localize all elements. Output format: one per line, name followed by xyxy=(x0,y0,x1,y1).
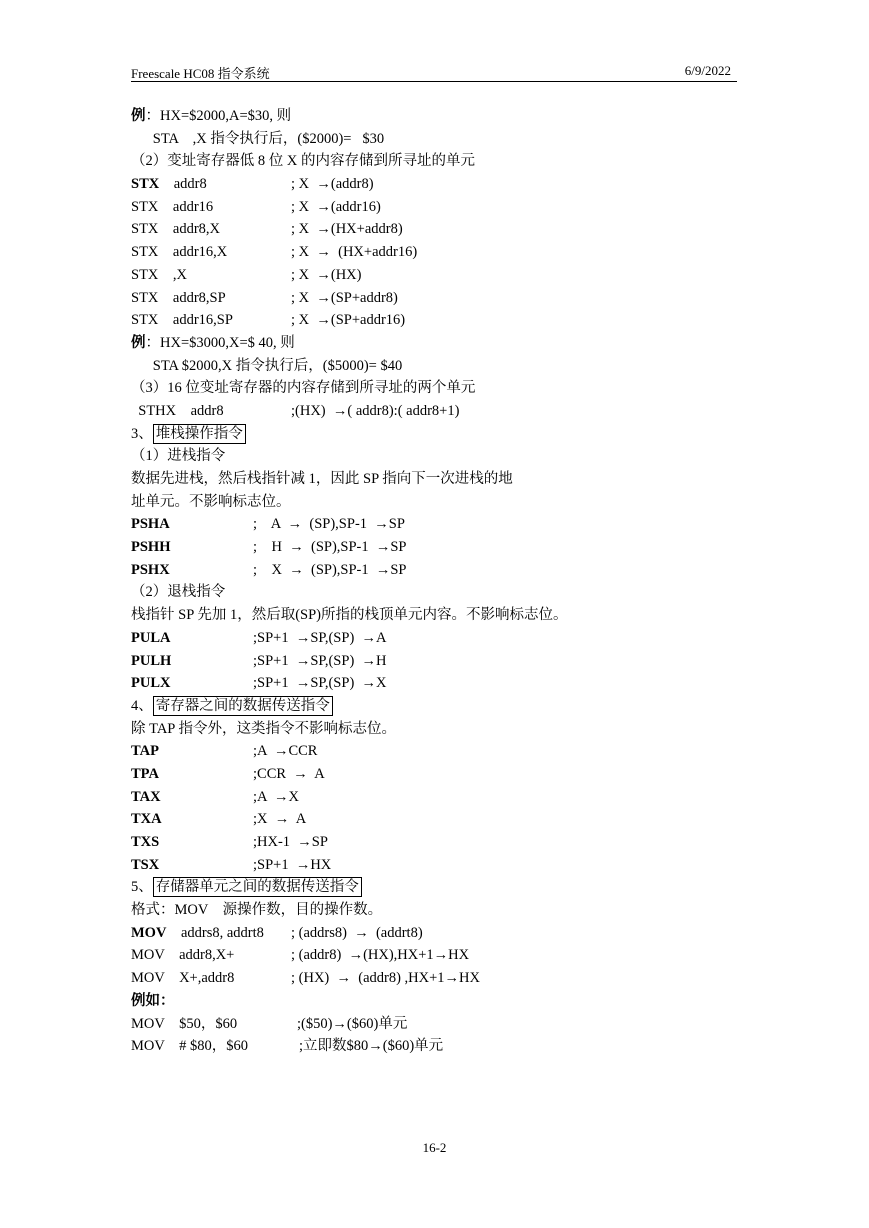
line-text: STX ,X xyxy=(131,266,187,283)
comment-text: ; (addr8) →(HX),HX+1→HX xyxy=(291,947,470,964)
bold-text: PSHH xyxy=(131,539,171,556)
comment-text: ;SP+1 →SP,(SP) →A xyxy=(253,629,387,646)
line-text: （2）变址寄存器低 8 位 X 的内容存储到所寻址的单元 xyxy=(131,153,475,170)
text-line xyxy=(131,650,751,673)
page-number: 16-2 xyxy=(422,1140,447,1155)
comment-text: ;HX-1 →SP xyxy=(253,834,328,850)
comment-text: ;立即数$80→($60)单元 xyxy=(299,1038,444,1055)
text-line xyxy=(131,808,751,831)
text-line xyxy=(131,944,751,967)
text-line xyxy=(131,740,751,763)
line-text: 址单元。不影响标志位。 xyxy=(131,493,291,510)
comment-text: ;($50)→($60)单元 xyxy=(297,1015,408,1032)
line-text: （1）进栈指令 xyxy=(131,448,226,465)
text-line xyxy=(131,468,751,491)
text-line xyxy=(131,672,751,695)
line-text: STX addr16,SP xyxy=(131,312,233,329)
comment-text: ; X → (SP),SP-1 →SP xyxy=(253,561,407,578)
text-line xyxy=(131,967,751,990)
text-line xyxy=(131,718,751,741)
text-line xyxy=(131,287,751,310)
line-text: MOV $50，$60 xyxy=(131,1015,238,1032)
comment-text: ; X →(addr16) xyxy=(291,198,381,215)
header-title: Freescale HC08 指令系统 xyxy=(131,66,270,81)
bold-text: TSX xyxy=(131,856,160,873)
bold-text: STX xyxy=(131,176,160,193)
line-text: 3、 xyxy=(131,425,153,442)
bold-text: PSHA xyxy=(131,516,170,533)
text-line xyxy=(131,150,751,173)
line-text: MOV X+,addr8 xyxy=(131,970,235,987)
line-text: 5、 xyxy=(131,879,153,896)
line-text: STX addr16 xyxy=(131,198,214,215)
bold-text: TXS xyxy=(131,834,160,850)
comment-text: ;SP+1 →SP,(SP) →X xyxy=(253,675,387,692)
line-text: （3）16 位变址寄存器的内容存储到所寻址的两个单元 xyxy=(131,380,476,397)
comment-text: ; H → (SP),SP-1 →SP xyxy=(253,539,407,556)
bold-text: PULA xyxy=(131,629,171,646)
comment-text: ; A → (SP),SP-1 →SP xyxy=(253,516,405,533)
text-line xyxy=(131,922,751,945)
text-line xyxy=(131,559,751,582)
line-text: 数据先进栈，然后栈指针减 1，因此 SP 指向下一次进栈的地 xyxy=(131,471,513,487)
text-line xyxy=(131,876,751,899)
line-text: ：HX=$2000,A=$30, 则 xyxy=(145,108,292,124)
line-text: 除 TAP 指令外，这类指令不影响标志位。 xyxy=(131,720,396,737)
comment-text: ; X →(SP+addr8) xyxy=(291,289,398,306)
comment-text: ; (HX) → (addr8) ,HX+1→HX xyxy=(291,970,480,987)
comment-text: ; X →(HX+addr8) xyxy=(291,221,403,238)
bold-text: PULX xyxy=(131,675,171,692)
line-text: MOV addr8,X+ xyxy=(131,947,235,964)
line-text: STHX addr8 xyxy=(131,402,224,419)
text-line xyxy=(131,128,751,151)
line-text: STA ,X 指令执行后，($2000)= $30 xyxy=(131,130,385,147)
section-heading-box: 寄存器之间的数据传送指令 xyxy=(153,696,333,716)
line-text: 格式：MOV 源操作数，目的操作数。 xyxy=(131,902,383,919)
page-header xyxy=(131,62,737,82)
section-heading-box: 堆栈操作指令 xyxy=(153,424,246,444)
text-line xyxy=(131,581,751,604)
text-line xyxy=(131,831,751,854)
line-text: addr8 xyxy=(159,176,207,193)
text-line xyxy=(131,1013,751,1036)
text-line xyxy=(131,491,751,514)
line-text: 4、 xyxy=(131,697,153,714)
text-line xyxy=(131,695,751,718)
bold-text: PULH xyxy=(131,652,172,669)
bold-text: 例如： xyxy=(131,992,175,1009)
text-line xyxy=(131,786,751,809)
line-text: ：HX=$3000,X=$ 40, 则 xyxy=(145,334,295,351)
comment-text: ; X →(addr8) xyxy=(291,176,374,193)
text-line xyxy=(131,604,751,627)
text-line xyxy=(131,627,751,650)
text-line xyxy=(131,241,751,264)
text-line xyxy=(131,264,751,287)
line-text: STX addr8,X xyxy=(131,221,221,238)
document-body xyxy=(131,105,751,1058)
text-line xyxy=(131,173,751,196)
comment-text: ; X → (HX+addr16) xyxy=(291,244,418,261)
text-line xyxy=(131,513,751,536)
text-line xyxy=(131,990,751,1013)
comment-text: ;A →CCR xyxy=(253,743,318,760)
line-text: STA $2000,X 指令执行后，($5000)= $40 xyxy=(131,357,403,374)
bold-text: TAP xyxy=(131,743,159,760)
text-line xyxy=(131,1035,751,1058)
text-line xyxy=(131,763,751,786)
comment-text: ;A →X xyxy=(253,788,299,805)
comment-text: ;SP+1 →SP,(SP) →H xyxy=(253,652,387,669)
text-line xyxy=(131,196,751,219)
text-line xyxy=(131,536,751,559)
line-text: MOV # $80，$60 xyxy=(131,1038,248,1055)
text-line xyxy=(131,332,751,355)
bold-text: TPA xyxy=(131,765,159,782)
bold-text: MOV xyxy=(131,924,167,941)
text-line xyxy=(131,105,751,128)
comment-text: ;CCR → A xyxy=(253,765,325,782)
section-heading-box: 存储器单元之间的数据传送指令 xyxy=(153,877,362,897)
text-line xyxy=(131,218,751,241)
bold-text: 例 xyxy=(131,334,146,351)
comment-text: ;(HX) →( addr8):( addr8+1) xyxy=(291,402,460,419)
comment-text: ;X → A xyxy=(253,811,307,828)
line-text: STX addr16,X xyxy=(131,244,228,261)
bold-text: PSHX xyxy=(131,561,170,578)
comment-text: ; X →(HX) xyxy=(291,266,362,283)
text-line xyxy=(131,423,751,446)
line-text: 栈指针 SP 先加 1，然后取(SP)所指的栈顶单元内容。不影响标志位。 xyxy=(131,607,568,624)
text-line xyxy=(131,445,751,468)
bold-text: TXA xyxy=(131,811,162,828)
bold-text: TAX xyxy=(131,788,161,805)
text-line xyxy=(131,355,751,378)
comment-text: ;SP+1 →HX xyxy=(253,856,332,873)
text-line xyxy=(131,377,751,400)
line-text: addrs8, addrt8 xyxy=(166,924,264,941)
comment-text: ; (addrs8) → (addrt8) xyxy=(291,924,423,941)
text-line xyxy=(131,899,751,922)
text-line xyxy=(131,400,751,423)
comment-text: ; X →(SP+addr16) xyxy=(291,312,406,329)
text-line xyxy=(131,854,751,877)
header-date: 6/9/2022 xyxy=(684,63,731,78)
line-text: STX addr8,SP xyxy=(131,289,226,306)
text-line xyxy=(131,309,751,332)
line-text: （2）退栈指令 xyxy=(131,584,226,601)
bold-text: 例 xyxy=(131,108,146,124)
